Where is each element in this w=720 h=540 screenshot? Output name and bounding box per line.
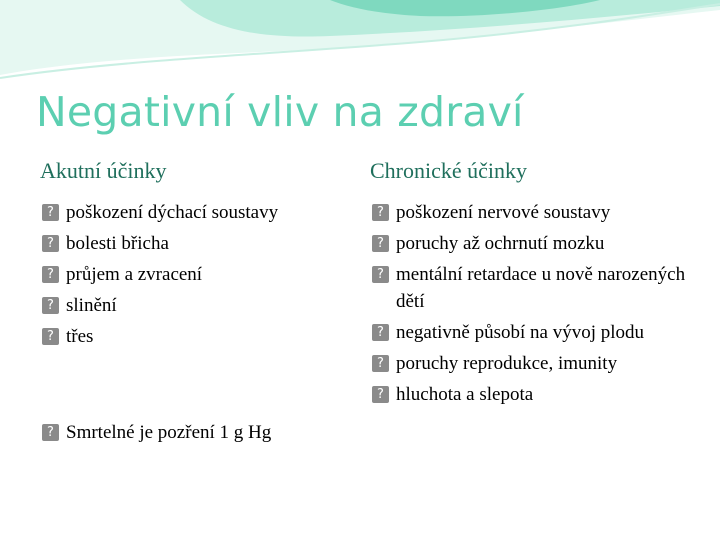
bullet-icon: ? — [42, 424, 59, 441]
list-item — [372, 350, 692, 377]
list-item-text: třes — [66, 326, 94, 347]
list-item — [42, 230, 352, 257]
list-item — [42, 199, 352, 226]
list-item — [372, 319, 692, 346]
list-item — [372, 230, 692, 257]
list-item-text: negativně působí na vývoj plodu — [396, 322, 645, 343]
header-wave-decoration — [0, 0, 720, 90]
list-item — [372, 381, 692, 408]
bullet-icon: ? — [372, 204, 389, 221]
list-item — [42, 323, 352, 350]
list-item-text: poruchy reprodukce, imunity — [396, 353, 618, 374]
bullet-icon: ? — [372, 355, 389, 372]
bullet-icon: ? — [42, 235, 59, 252]
list-item-text: mentální retardace u nově narozených dětí — [396, 264, 686, 312]
list-item-text: hluchota a slepota — [396, 384, 534, 405]
acute-effects-list — [42, 199, 352, 354]
list-item — [42, 261, 352, 288]
list-item-text: bolesti břicha — [66, 233, 169, 254]
list-item-text: poškození dýchací soustavy — [66, 202, 279, 223]
lethal-dose-note — [42, 419, 376, 446]
bullet-icon: ? — [372, 235, 389, 252]
chronic-effects-heading: Chronické účinky — [370, 158, 528, 183]
bullet-icon: ? — [372, 324, 389, 341]
list-item-text: slinění — [66, 295, 117, 316]
list-item — [372, 261, 692, 315]
list-item — [372, 199, 692, 226]
list-item-text: poškození nervové soustavy — [396, 202, 611, 223]
bullet-icon: ? — [42, 328, 59, 345]
bullet-icon: ? — [42, 266, 59, 283]
bullet-icon: ? — [42, 204, 59, 221]
chronic-effects-list — [372, 199, 692, 412]
bullet-icon: ? — [42, 297, 59, 314]
list-item-text: poruchy až ochrnutí mozku — [396, 233, 605, 254]
slide-title: Negativní vliv na zdraví — [36, 88, 524, 136]
bullet-icon: ? — [372, 386, 389, 403]
list-item — [42, 292, 352, 319]
bullet-icon: ? — [372, 266, 389, 283]
acute-effects-heading: Akutní účinky — [40, 158, 167, 183]
list-item-text: průjem a zvracení — [66, 264, 203, 285]
note-text: Smrtelné je pozření 1 g Hg — [66, 422, 272, 443]
